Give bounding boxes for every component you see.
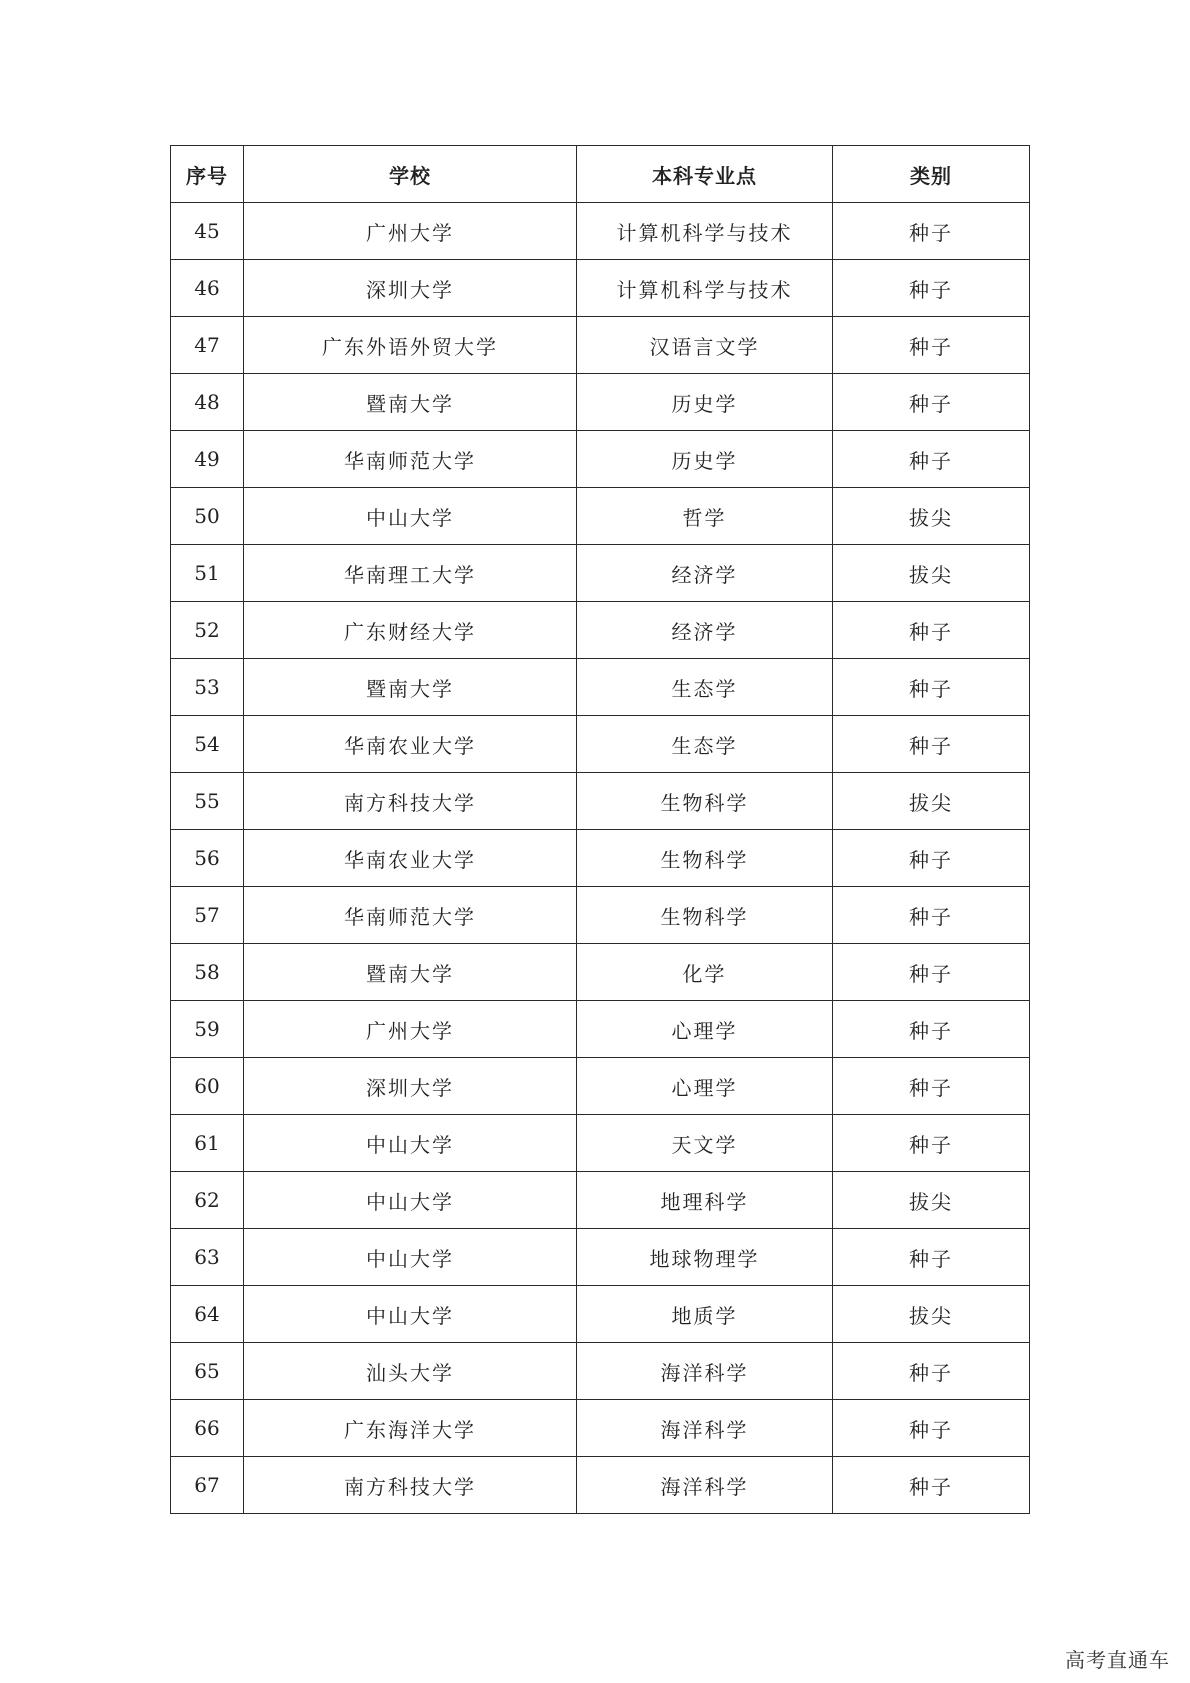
cell-school: 南方科技大学 bbox=[244, 773, 577, 830]
table-row bbox=[171, 830, 1030, 887]
cell-num: 56 bbox=[171, 830, 244, 887]
cell-school: 中山大学 bbox=[244, 1115, 577, 1172]
table-row bbox=[171, 944, 1030, 1001]
cell-category: 种子 bbox=[833, 602, 1030, 659]
cell-num: 55 bbox=[171, 773, 244, 830]
cell-school: 暨南大学 bbox=[244, 944, 577, 1001]
cell-major: 心理学 bbox=[577, 1001, 833, 1058]
cell-num: 58 bbox=[171, 944, 244, 1001]
cell-major: 生物科学 bbox=[577, 887, 833, 944]
cell-major: 地球物理学 bbox=[577, 1229, 833, 1286]
cell-school: 中山大学 bbox=[244, 1286, 577, 1343]
cell-category: 种子 bbox=[833, 1229, 1030, 1286]
header-major: 本科专业点 bbox=[577, 146, 833, 203]
watermark-text: 高考直通车 bbox=[1065, 1648, 1170, 1672]
cell-category: 种子 bbox=[833, 1115, 1030, 1172]
cell-category: 拔尖 bbox=[833, 1172, 1030, 1229]
cell-category: 种子 bbox=[833, 944, 1030, 1001]
cell-school: 中山大学 bbox=[244, 1229, 577, 1286]
cell-major: 地理科学 bbox=[577, 1172, 833, 1229]
cell-school: 暨南大学 bbox=[244, 374, 577, 431]
cell-category: 种子 bbox=[833, 716, 1030, 773]
cell-category: 种子 bbox=[833, 1001, 1030, 1058]
major-table bbox=[170, 145, 1030, 1514]
cell-major: 天文学 bbox=[577, 1115, 833, 1172]
cell-major: 生物科学 bbox=[577, 773, 833, 830]
cell-major: 经济学 bbox=[577, 602, 833, 659]
table-body bbox=[171, 203, 1030, 1514]
cell-school: 南方科技大学 bbox=[244, 1457, 577, 1514]
cell-category: 种子 bbox=[833, 830, 1030, 887]
cell-category: 种子 bbox=[833, 1343, 1030, 1400]
table-row bbox=[171, 659, 1030, 716]
table-row bbox=[171, 1400, 1030, 1457]
cell-num: 65 bbox=[171, 1343, 244, 1400]
table-row bbox=[171, 1001, 1030, 1058]
cell-major: 生物科学 bbox=[577, 830, 833, 887]
cell-major: 海洋科学 bbox=[577, 1400, 833, 1457]
cell-school: 广东海洋大学 bbox=[244, 1400, 577, 1457]
cell-num: 57 bbox=[171, 887, 244, 944]
cell-category: 种子 bbox=[833, 203, 1030, 260]
header-school: 学校 bbox=[244, 146, 577, 203]
cell-school: 中山大学 bbox=[244, 1172, 577, 1229]
cell-major: 生态学 bbox=[577, 716, 833, 773]
cell-school: 华南理工大学 bbox=[244, 545, 577, 602]
cell-school: 深圳大学 bbox=[244, 260, 577, 317]
header-category: 类别 bbox=[833, 146, 1030, 203]
table-row bbox=[171, 1058, 1030, 1115]
cell-major: 经济学 bbox=[577, 545, 833, 602]
cell-num: 49 bbox=[171, 431, 244, 488]
cell-school: 华南农业大学 bbox=[244, 830, 577, 887]
table-row bbox=[171, 431, 1030, 488]
cell-major: 哲学 bbox=[577, 488, 833, 545]
table-row bbox=[171, 317, 1030, 374]
cell-category: 拔尖 bbox=[833, 1286, 1030, 1343]
cell-num: 52 bbox=[171, 602, 244, 659]
cell-major: 化学 bbox=[577, 944, 833, 1001]
cell-major: 海洋科学 bbox=[577, 1343, 833, 1400]
table-row bbox=[171, 1229, 1030, 1286]
table-row bbox=[171, 887, 1030, 944]
table-row bbox=[171, 602, 1030, 659]
cell-school: 广东财经大学 bbox=[244, 602, 577, 659]
table-row bbox=[171, 716, 1030, 773]
cell-num: 62 bbox=[171, 1172, 244, 1229]
cell-category: 种子 bbox=[833, 431, 1030, 488]
cell-major: 历史学 bbox=[577, 374, 833, 431]
cell-major: 汉语言文学 bbox=[577, 317, 833, 374]
table-row bbox=[171, 260, 1030, 317]
cell-num: 46 bbox=[171, 260, 244, 317]
table-row bbox=[171, 1115, 1030, 1172]
cell-num: 67 bbox=[171, 1457, 244, 1514]
table-row bbox=[171, 773, 1030, 830]
table-row bbox=[171, 1457, 1030, 1514]
table-row bbox=[171, 1172, 1030, 1229]
cell-category: 种子 bbox=[833, 887, 1030, 944]
cell-category: 种子 bbox=[833, 1457, 1030, 1514]
table-row bbox=[171, 1343, 1030, 1400]
cell-num: 48 bbox=[171, 374, 244, 431]
cell-school: 深圳大学 bbox=[244, 1058, 577, 1115]
cell-num: 61 bbox=[171, 1115, 244, 1172]
cell-school: 汕头大学 bbox=[244, 1343, 577, 1400]
header-row bbox=[171, 146, 1030, 203]
cell-num: 60 bbox=[171, 1058, 244, 1115]
cell-school: 广州大学 bbox=[244, 203, 577, 260]
cell-num: 50 bbox=[171, 488, 244, 545]
cell-major: 计算机科学与技术 bbox=[577, 260, 833, 317]
cell-major: 计算机科学与技术 bbox=[577, 203, 833, 260]
cell-school: 暨南大学 bbox=[244, 659, 577, 716]
cell-school: 中山大学 bbox=[244, 488, 577, 545]
cell-major: 海洋科学 bbox=[577, 1457, 833, 1514]
cell-school: 广州大学 bbox=[244, 1001, 577, 1058]
cell-category: 种子 bbox=[833, 659, 1030, 716]
cell-num: 53 bbox=[171, 659, 244, 716]
cell-num: 54 bbox=[171, 716, 244, 773]
cell-school: 华南师范大学 bbox=[244, 431, 577, 488]
cell-school: 华南农业大学 bbox=[244, 716, 577, 773]
header-num: 序号 bbox=[171, 146, 244, 203]
cell-major: 历史学 bbox=[577, 431, 833, 488]
cell-num: 63 bbox=[171, 1229, 244, 1286]
cell-num: 64 bbox=[171, 1286, 244, 1343]
cell-category: 拔尖 bbox=[833, 545, 1030, 602]
table-row bbox=[171, 203, 1030, 260]
cell-category: 拔尖 bbox=[833, 488, 1030, 545]
cell-category: 种子 bbox=[833, 317, 1030, 374]
cell-category: 种子 bbox=[833, 1400, 1030, 1457]
cell-major: 生态学 bbox=[577, 659, 833, 716]
cell-num: 51 bbox=[171, 545, 244, 602]
cell-category: 种子 bbox=[833, 374, 1030, 431]
table-row bbox=[171, 545, 1030, 602]
cell-num: 45 bbox=[171, 203, 244, 260]
table-row bbox=[171, 488, 1030, 545]
cell-category: 拔尖 bbox=[833, 773, 1030, 830]
table-row bbox=[171, 1286, 1030, 1343]
cell-num: 59 bbox=[171, 1001, 244, 1058]
cell-school: 华南师范大学 bbox=[244, 887, 577, 944]
cell-num: 47 bbox=[171, 317, 244, 374]
table-row bbox=[171, 374, 1030, 431]
cell-num: 66 bbox=[171, 1400, 244, 1457]
cell-category: 种子 bbox=[833, 1058, 1030, 1115]
cell-school: 广东外语外贸大学 bbox=[244, 317, 577, 374]
cell-major: 地质学 bbox=[577, 1286, 833, 1343]
cell-major: 心理学 bbox=[577, 1058, 833, 1115]
cell-category: 种子 bbox=[833, 260, 1030, 317]
